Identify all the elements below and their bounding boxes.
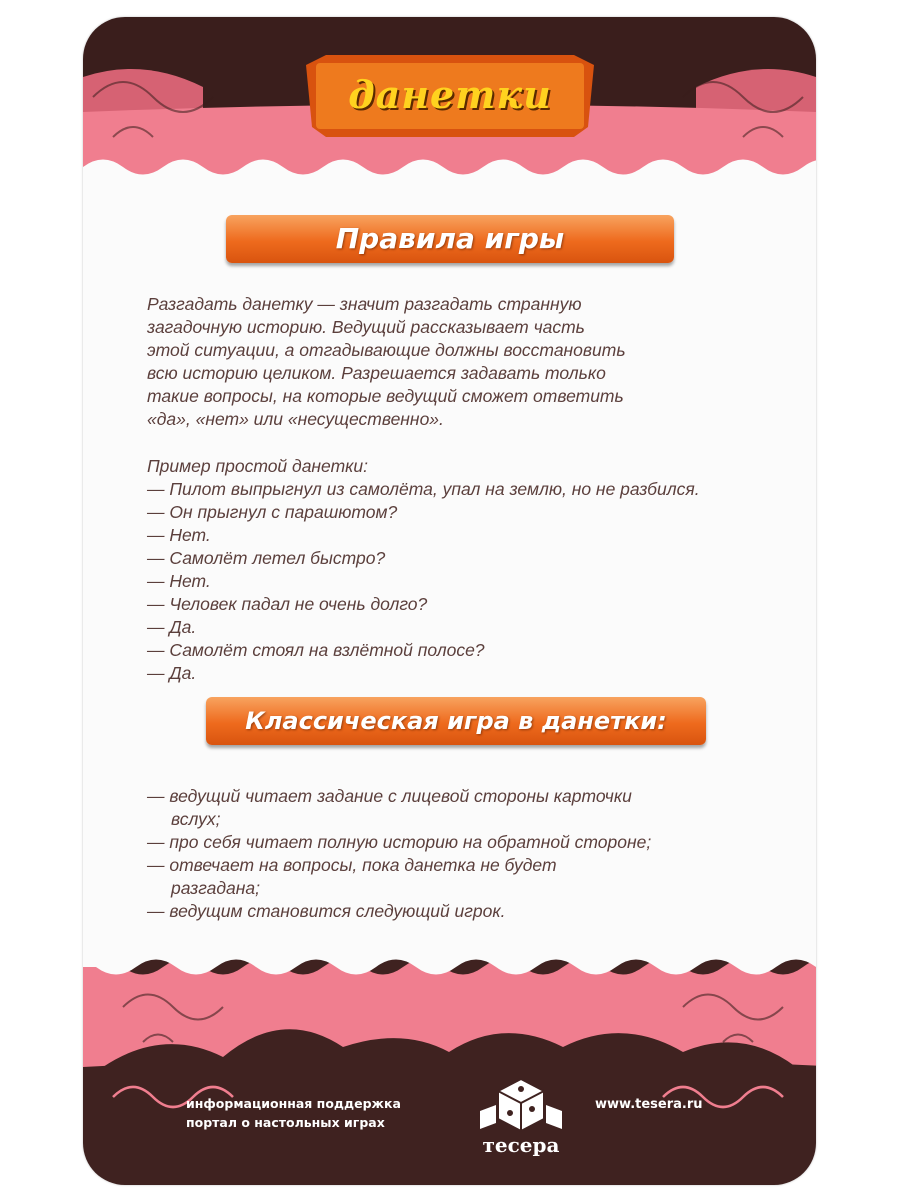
example-line: — Нет.: [147, 571, 211, 591]
example-line: — Пилот выпрыгнул из самолёта, упал на землю, но не разбился.: [147, 479, 700, 499]
footer-url[interactable]: www.tesera.ru: [595, 1097, 703, 1112]
example-line: — Человек падал не очень долго?: [147, 594, 428, 614]
paragraph-line: «да», «нет» или «несущественно».: [147, 409, 444, 429]
paragraph-line: этой ситуации, а отгадывающие должны восстановить: [147, 340, 626, 360]
logo-title: данетки: [348, 72, 552, 117]
rule-line: — отвечает на вопросы, пока данетка не будет: [147, 855, 557, 875]
example-line: — Да.: [147, 663, 197, 683]
rules-paragraph: [147, 293, 747, 431]
rules-heading-banner: [226, 215, 674, 263]
rules-heading: Правила игры: [335, 222, 565, 255]
classic-game-heading-banner: [206, 697, 706, 745]
example-dialogue: [147, 455, 767, 685]
classic-game-heading: Классическая игра в данетки:: [245, 707, 667, 735]
rule-line: вслух;: [171, 809, 221, 829]
classic-rules-list: [147, 785, 767, 923]
paragraph-line: Разгадать данетку — значит разгадать странную: [147, 294, 582, 314]
paragraph-line: загадочную историю. Ведущий рассказывает часть: [147, 317, 585, 337]
support-line: портал о настольных играх: [186, 1115, 385, 1130]
example-line: — Да.: [147, 617, 197, 637]
support-line: информационная поддержка: [186, 1096, 401, 1111]
example-line: — Самолёт стоял на взлётной полосе?: [147, 640, 485, 660]
rules-card: [83, 17, 816, 1185]
tesera-brand-name: тесера: [482, 1133, 560, 1157]
example-line: — Нет.: [147, 525, 211, 545]
example-line: — Самолёт летел быстро?: [147, 548, 386, 568]
example-line: — Он прыгнул с парашютом?: [147, 502, 398, 522]
paragraph-line: такие вопросы, на которые ведущий сможет ответить: [147, 386, 624, 406]
paragraph-line: всю историю целиком. Разрешается задавать только: [147, 363, 606, 383]
rule-line: — ведущий читает задание с лицевой стороны карточки: [147, 786, 632, 806]
example-line: Пример простой данетки:: [147, 456, 369, 476]
rule-line: разгадана;: [171, 878, 261, 898]
bottom-decoration: [83, 947, 816, 1185]
rule-line: — ведущим становится следующий игрок.: [147, 901, 506, 921]
footer-support-text: [186, 1094, 401, 1132]
rule-line: — про себя читает полную историю на обратной стороне;: [147, 832, 652, 852]
